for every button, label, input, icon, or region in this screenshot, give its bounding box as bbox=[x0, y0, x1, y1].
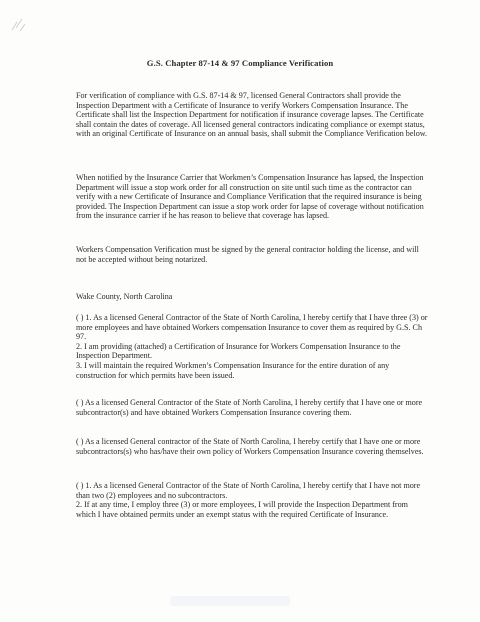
option-three-or-more-employees bbox=[76, 313, 428, 380]
option-line: 2. If at any time, I employ three (3) or more employees, I will provide the Inspection Department from which I have obtained permits under an exempt status with the required Certificate of Insurance. bbox=[76, 500, 408, 519]
paragraph-verification bbox=[76, 91, 428, 139]
option-line: ( ) As a licensed General Contractor of the State of North Carolina, I hereby certify that I have one or more subcontractor(s) and have obtained Workers Compensation Insurance covering them. bbox=[76, 398, 423, 417]
option-line: 2. I am providing (attached) a Certification of Insurance for Workers Compensation Insurance to the Inspection Department. bbox=[76, 341, 401, 361]
paragraph-text: For verification of compliance with G.S. 87-14 & 97, licensed General Contractors shall provide the Inspection Department with a Certificate of Insurance to verify Workers Compensation Insurance. The Certificate shall list the Inspection Department for notification if insurance coverage lapses. The Certificate shall contain the dates of coverage. All licensed general contractors indicating compliance or exempt status, with an original Certificate of Insurance on an annual basis, shall submit the Compliance Verification below. bbox=[76, 91, 428, 139]
scan-smudge bbox=[170, 596, 290, 606]
option-line: ( ) 1. As a licensed General Contractor of the State of North Carolina, I hereby certify that I have not more than two (2) employees and no subcontractors. bbox=[76, 481, 421, 500]
paragraph-notarized bbox=[76, 245, 428, 264]
option-line: ( ) 1. As a licensed General Contractor of the State of North Carolina, I hereby certify that I have three (3) or more employees and have obtained Workers compensation Insurance to cover them as required by G.S. Ch 97. bbox=[76, 313, 428, 342]
paragraph-text: When notified by the Insurance Carrier that Workmen’s Compensation Insurance has lapsed, the Inspection Department will issue a stop work order for all construction on site until such time as the contractor can verify with a new Certificate of Insurance and Compliance Verification that the required insurance is being provided. The Inspection Department can issue a stop work order for lapse of coverage without notification from the insurance carrier if he has reason to believe that coverage has lapsed. bbox=[76, 173, 424, 221]
option-subcontractors-covered bbox=[76, 398, 428, 417]
option-subcontractors-own-policy bbox=[76, 437, 428, 456]
option-line: 3. I will maintain the required Workmen’s Compensation Insurance for the entire duration of any construction for which permits have been issued. bbox=[76, 360, 390, 380]
option-exempt-status bbox=[76, 481, 428, 519]
scan-artifact-mark bbox=[8, 16, 30, 34]
paragraph-text: Workers Compensation Verification must be signed by the general contractor holding the license, and will not be accepted without being notarized. bbox=[76, 245, 419, 264]
option-line: ( ) As a licensed General contractor of the State of North Carolina, I hereby certify that I have one or more subcontractors(s) who has/have their own policy of Workers Compensation Insurance covering themselves. bbox=[76, 437, 424, 456]
paragraph-stop-work bbox=[76, 173, 428, 221]
county-line bbox=[76, 292, 428, 302]
county-text: Wake County, North Carolina bbox=[76, 292, 173, 301]
document-title: G.S. Chapter 87-14 & 97 Compliance Verification bbox=[146, 58, 334, 68]
